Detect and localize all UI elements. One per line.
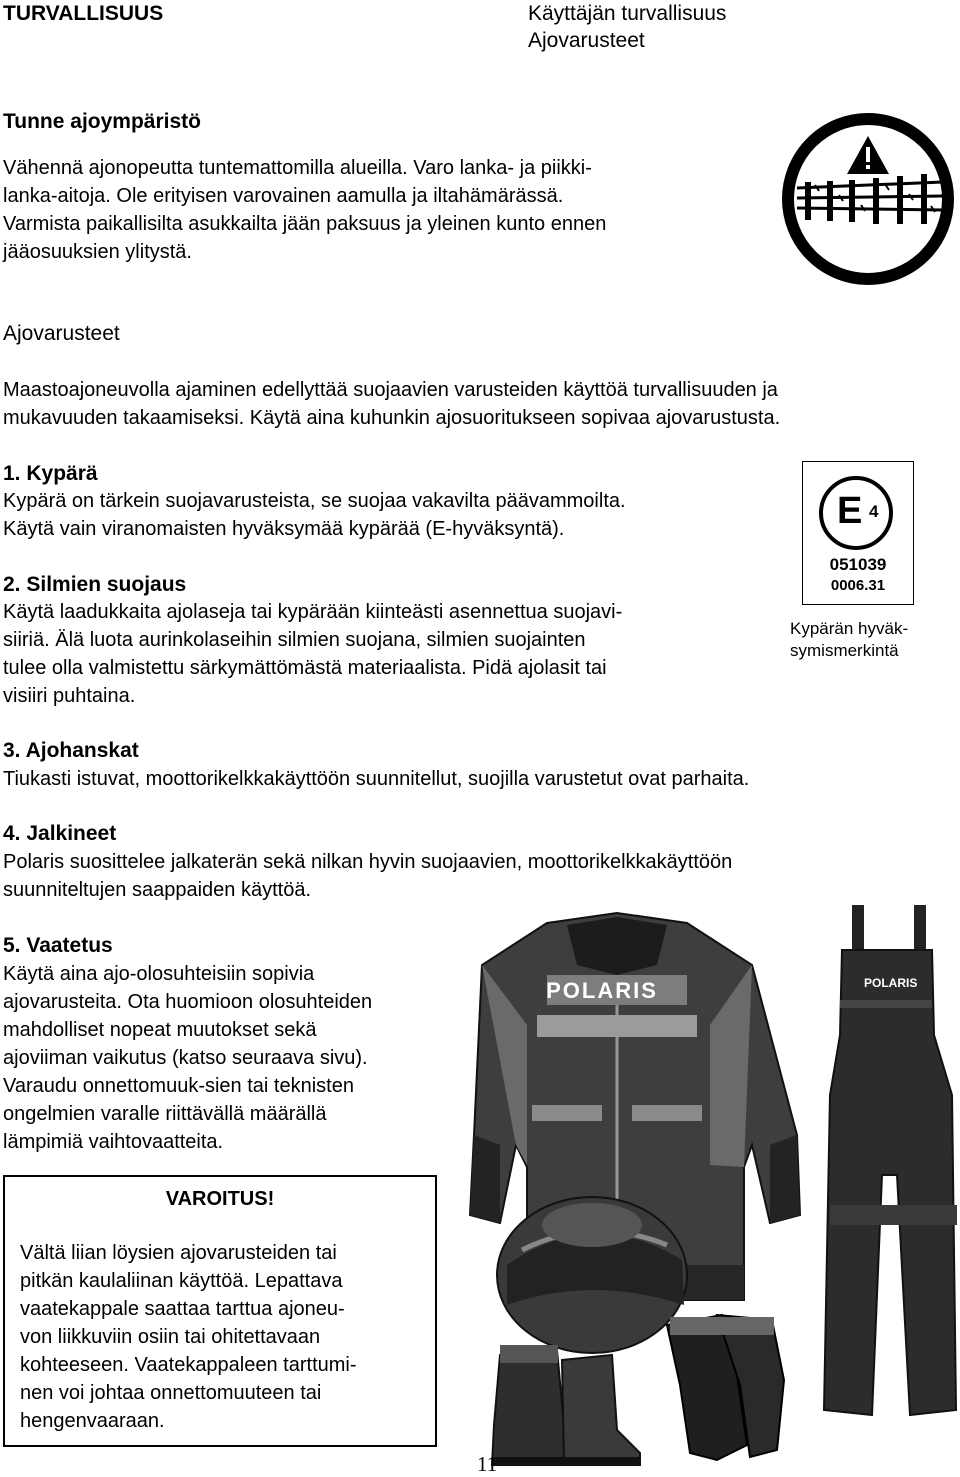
text-line: Käytä aina ajo-olosuhteisiin sopivia: [3, 963, 315, 985]
helmet-illustration: [497, 1197, 687, 1353]
boots-heading: 4. Jalkineet: [3, 822, 117, 845]
text-line: hengenvaaraan.: [20, 1410, 165, 1432]
section-title: TURVALLISUUS: [3, 2, 164, 25]
environment-text: [3, 154, 606, 266]
text-line: Polaris suosittelee jalkaterän sekä nilkan hyvin suojaavien, moottorikelkkakäyttöön: [3, 851, 733, 873]
gloves-illustration: [667, 1315, 784, 1460]
gloves-text: [3, 765, 749, 793]
text-line: Vältä liian löysien ajovarusteiden tai: [20, 1242, 337, 1264]
approval-number: 4: [869, 502, 879, 521]
approval-mark: [802, 461, 914, 605]
text-line: Varaudu onnettomuuk-sien tai teknisten: [3, 1075, 354, 1097]
text-line: vaatekappale saattaa tarttua ajoneu-: [20, 1298, 345, 1320]
page-number: 11: [477, 1452, 498, 1476]
text-line: Vähennä ajonopeutta tuntemattomilla alueilla. Varo lanka- ja piikki-: [3, 157, 592, 179]
approval-code2: 0006.31: [830, 577, 886, 594]
text-line: ajovarusteita. Ota huomioon olosuhteiden: [3, 991, 373, 1013]
approval-caption: [790, 618, 908, 662]
text-line: visiiri puhtaina.: [3, 685, 136, 707]
approval-letter: E: [837, 490, 863, 532]
warning-title: VAROITUS!: [165, 1188, 275, 1210]
helmet-text: [3, 487, 626, 543]
text-line: mahdolliset nopeat muutokset sekä: [3, 1019, 317, 1041]
clothing-heading: 5. Vaatetus: [3, 934, 113, 957]
text-line: suunniteltujen saappaiden käyttöä.: [3, 879, 312, 901]
text-line: jääosuuksien ylitystä.: [3, 241, 192, 263]
gear-heading: Ajovarusteet: [3, 322, 120, 345]
text-line: Tiukasti istuvat, moottorikelkkakäyttöön suunnitellut, suojilla varustetut ovat parhaita.: [3, 768, 750, 790]
pants-brand: POLARIS: [864, 976, 918, 990]
text-line: siiriä. Älä luota aurinkolaseihin silmien suojana, silmien suojainten: [3, 629, 586, 651]
caption-line: symismerkintä: [790, 641, 899, 660]
text-line: ongelmien varalle riittävällä määrällä: [3, 1103, 327, 1125]
approval-circle: [819, 476, 893, 550]
warning-box: [3, 1175, 437, 1447]
clothing-text: [3, 960, 372, 1156]
text-line: lanka-aitoja. Ole erityisen varovainen aamulla ja iltahämärässä.: [3, 185, 564, 207]
caption-line: Kypärän hyväk-: [790, 619, 909, 638]
warning-text: [20, 1239, 357, 1435]
text-line: mukavuuden takaamiseksi. Käytä aina kuhunkin ajosuoritukseen sopivaa ajovarustusta.: [3, 407, 781, 429]
text-line: Varmista paikallisilta asukkailta jään paksuus ja yleinen kunto ennen: [3, 213, 607, 235]
gloves-heading: 3. Ajohanskat: [3, 739, 139, 762]
text-line: lämpimiä vaihtovaatteita.: [3, 1131, 224, 1153]
text-line: Käytä laadukkaita ajolaseja tai kypärään kiinteästi asennettua suojavi-: [3, 601, 623, 623]
text-line: ajoviiman vaikutus (katso seuraava sivu).: [3, 1047, 368, 1069]
text-line: kohteeseen. Vaatekappaleen tarttumi-: [20, 1354, 357, 1376]
text-line: Käytä vain viranomaisten hyväksymää kypärää (E-hyväksyntä).: [3, 518, 565, 540]
fence-warning-sign-icon: [781, 112, 955, 286]
header-subtitle: [528, 0, 726, 54]
eyes-text: [3, 598, 622, 710]
header-subtitle-line: Ajovarusteet: [528, 29, 645, 52]
text-line: Maastoajoneuvolla ajaminen edellyttää suojaavien varusteiden käyttöä turvallisuuden ja: [3, 379, 778, 401]
boots-illustration: [492, 1345, 640, 1465]
helmet-heading: 1. Kypärä: [3, 462, 98, 485]
text-line: tulee olla valmistettu särkymättömästä materiaalista. Pidä ajolasit tai: [3, 657, 607, 679]
riding-gear-image: [452, 905, 958, 1470]
text-line: nen voi johtaa onnettomuuteen tai: [20, 1382, 322, 1404]
boots-text: [3, 848, 732, 904]
approval-code1: 051039: [829, 555, 887, 574]
eyes-heading: 2. Silmien suojaus: [3, 573, 187, 596]
gear-text: [3, 376, 780, 432]
text-line: von liikkuviin osiin tai ohitettavaan: [20, 1326, 321, 1348]
bib-pants-illustration: [824, 905, 957, 1415]
environment-heading: Tunne ajoympäristö: [3, 110, 201, 133]
text-line: Kypärä on tärkein suojavarusteista, se suojaa vakavilta päävammoilta.: [3, 490, 626, 512]
jacket-brand: POLARIS: [546, 978, 658, 1003]
text-line: pitkän kaulaliinan käyttöä. Lepattava: [20, 1270, 343, 1292]
header-subtitle-line: Käyttäjän turvallisuus: [528, 2, 727, 25]
